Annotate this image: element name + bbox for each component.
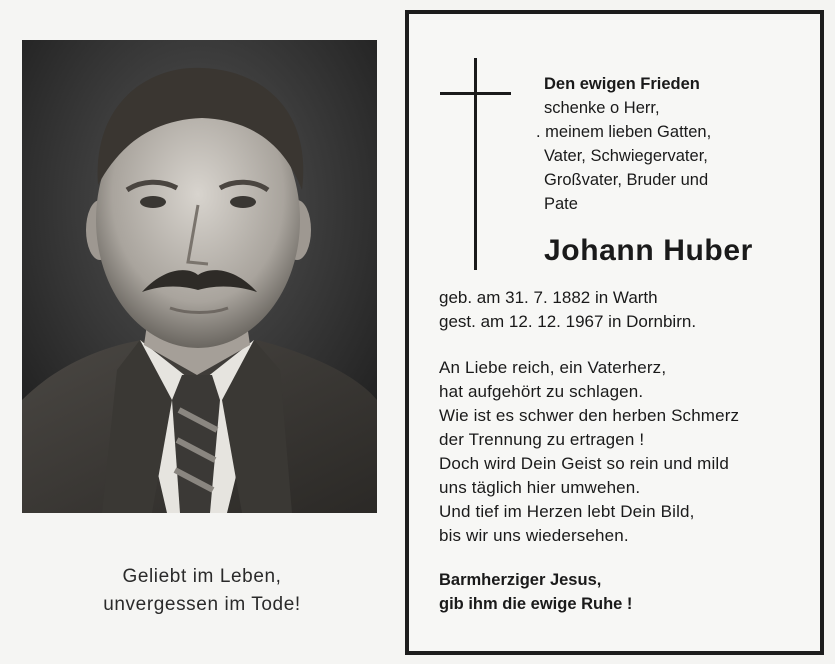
birth-date: geb. am 31. 7. 1882 in Warth [439, 288, 658, 307]
portrait-illustration [22, 40, 377, 513]
poem-line: An Liebe reich, ein Vaterherz, [439, 358, 667, 377]
poem-line: hat aufgehört zu schlagen. [439, 382, 644, 401]
dedication-line: schenke o Herr, [544, 99, 660, 117]
portrait-photo [22, 40, 377, 513]
left-panel [0, 0, 400, 664]
poem [439, 356, 819, 548]
motto-line: Geliebt im Leben, [122, 566, 282, 587]
dedication-line: Großvater, Bruder und [544, 171, 709, 189]
poem-line: uns täglich hier umwehen. [439, 478, 641, 497]
dedication-line: Vater, Schwiegervater, [544, 147, 708, 165]
dedication [536, 72, 804, 216]
prayer-line: gib ihm die ewige Ruhe ! [439, 595, 633, 613]
cross-icon-bar [440, 92, 511, 95]
dedication-line: Den ewigen Frieden [544, 75, 700, 93]
motto-line: unvergessen im Tode! [103, 594, 301, 615]
prayer [439, 568, 819, 616]
poem-line: der Trennung zu ertragen ! [439, 430, 645, 449]
motto [22, 563, 382, 619]
dedication-line: Pate [544, 195, 578, 213]
prayer-line: Barmherziger Jesus, [439, 571, 602, 589]
dedication-line: . meinem lieben Gatten, [536, 123, 712, 141]
poem-line: bis wir uns wiedersehen. [439, 526, 629, 545]
poem-line: Doch wird Dein Geist so rein und mild [439, 454, 729, 473]
death-date: gest. am 12. 12. 1967 in Dornbirn. [439, 312, 697, 331]
deceased-name: Johann Huber [544, 234, 753, 267]
cross-icon [474, 58, 477, 270]
poem-line: Wie ist es schwer den herben Schmerz [439, 406, 740, 425]
poem-line: Und tief im Herzen lebt Dein Bild, [439, 502, 695, 521]
life-dates [439, 286, 819, 334]
